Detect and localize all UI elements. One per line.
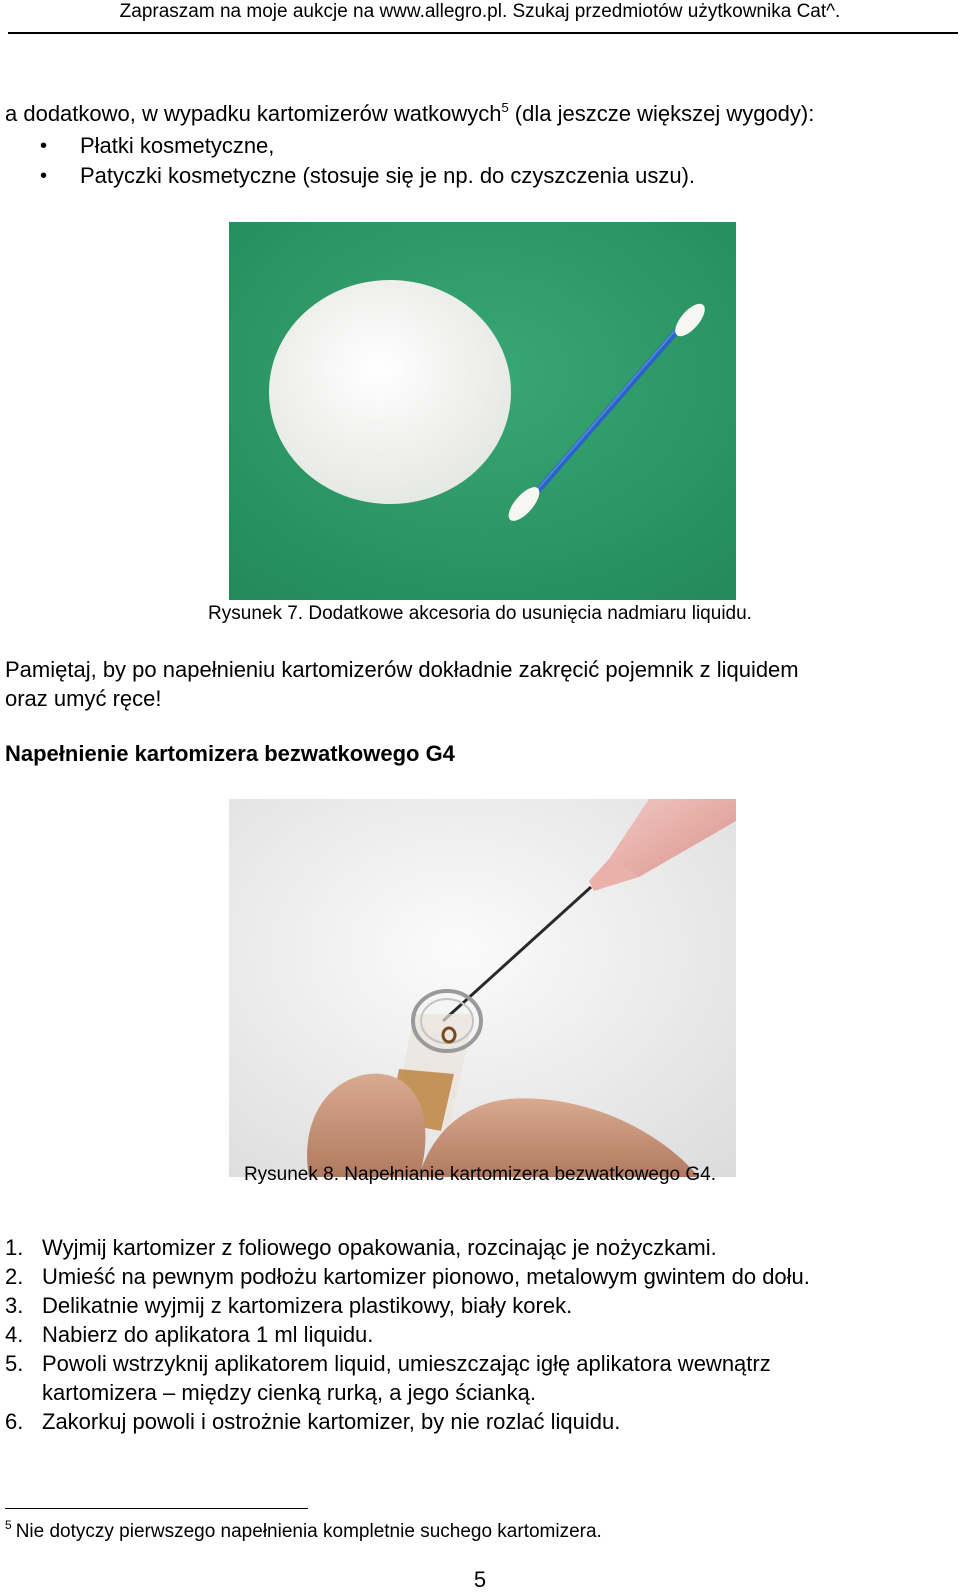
footnote-ref[interactable]: 5 xyxy=(501,100,509,115)
list-item xyxy=(5,1233,945,1262)
section-heading: Napełnienie kartomizera bezwatkowego G4 xyxy=(5,741,455,766)
list-item: • Płatki kosmetyczne, xyxy=(40,131,695,161)
figure-8-photo xyxy=(229,799,736,1177)
intro-text: a dodatkowo, w wypadku kartomizerów watkowych xyxy=(5,101,502,126)
page-number: 5 xyxy=(473,1567,487,1592)
intro-text-after: (dla jeszcze większej wygody): xyxy=(508,101,815,126)
step-text: Zakorkuj powoli i ostrożnie kartomizer, by nie rozlać liquidu. xyxy=(42,1409,621,1434)
header-divider xyxy=(8,32,958,34)
list-item xyxy=(5,1407,945,1436)
list-item xyxy=(5,1320,945,1349)
step-number: 1. xyxy=(5,1235,24,1260)
instruction-steps xyxy=(5,1233,945,1436)
step-number: 2. xyxy=(5,1264,24,1289)
step-number: 5. xyxy=(5,1351,24,1376)
step-text: Nabierz do aplikatora 1 ml liquidu. xyxy=(42,1322,374,1347)
footnote-text: Nie dotyczy pierwszego napełnienia kompletnie suchego kartomizera. xyxy=(15,1521,602,1542)
reminder-line-2: oraz umyć ręce! xyxy=(5,686,162,711)
accessories-list xyxy=(40,131,695,191)
step-number: 6. xyxy=(5,1409,24,1434)
figure-8-illustration xyxy=(229,799,736,1177)
figure-7-caption: Rysunek 7. Dodatkowe akcesoria do usunięcia nadmiaru liquidu. xyxy=(208,603,752,624)
footnote-number: 5 xyxy=(5,1518,12,1532)
list-item: • Patyczki kosmetyczne (stosuje się je np. do czyszczenia uszu). xyxy=(40,161,695,191)
intro-paragraph xyxy=(5,99,814,128)
figure-7-illustration xyxy=(229,222,736,600)
step-number: 4. xyxy=(5,1322,24,1347)
step-number: 3. xyxy=(5,1293,24,1318)
list-item xyxy=(5,1262,945,1291)
step-text: Powoli wstrzyknij aplikatorem liquid, umieszczając igłę aplikatora wewnątrz kartomizera – między cienką rurką, a jego ścianką. xyxy=(42,1351,771,1405)
list-item xyxy=(5,1349,945,1407)
figure-7-photo xyxy=(229,222,736,600)
list-item xyxy=(5,1291,945,1320)
reminder-line-1: Pamiętaj, by po napełnieniu kartomizerów dokładnie zakręcić pojemnik z liquidem xyxy=(5,657,799,682)
step-text: Umieść na pewnym podłożu kartomizer pionowo, metalowym gwintem do dołu. xyxy=(42,1264,810,1289)
footnote-divider xyxy=(5,1508,308,1509)
step-text: Delikatnie wyjmij z kartomizera plastikowy, biały korek. xyxy=(42,1293,573,1318)
page-header: Zapraszam na moje aukcje na www.allegro.pl. Szukaj przedmiotów użytkownika Cat^. xyxy=(119,1,841,22)
figure-8-caption: Rysunek 8. Napełnianie kartomizera bezwatkowego G4. xyxy=(243,1164,717,1185)
footnote xyxy=(5,1518,602,1543)
reminder-paragraph xyxy=(5,655,799,713)
step-text: Wyjmij kartomizer z foliowego opakowania, rozcinając je nożyczkami. xyxy=(42,1235,717,1260)
cotton-pad xyxy=(269,280,511,504)
